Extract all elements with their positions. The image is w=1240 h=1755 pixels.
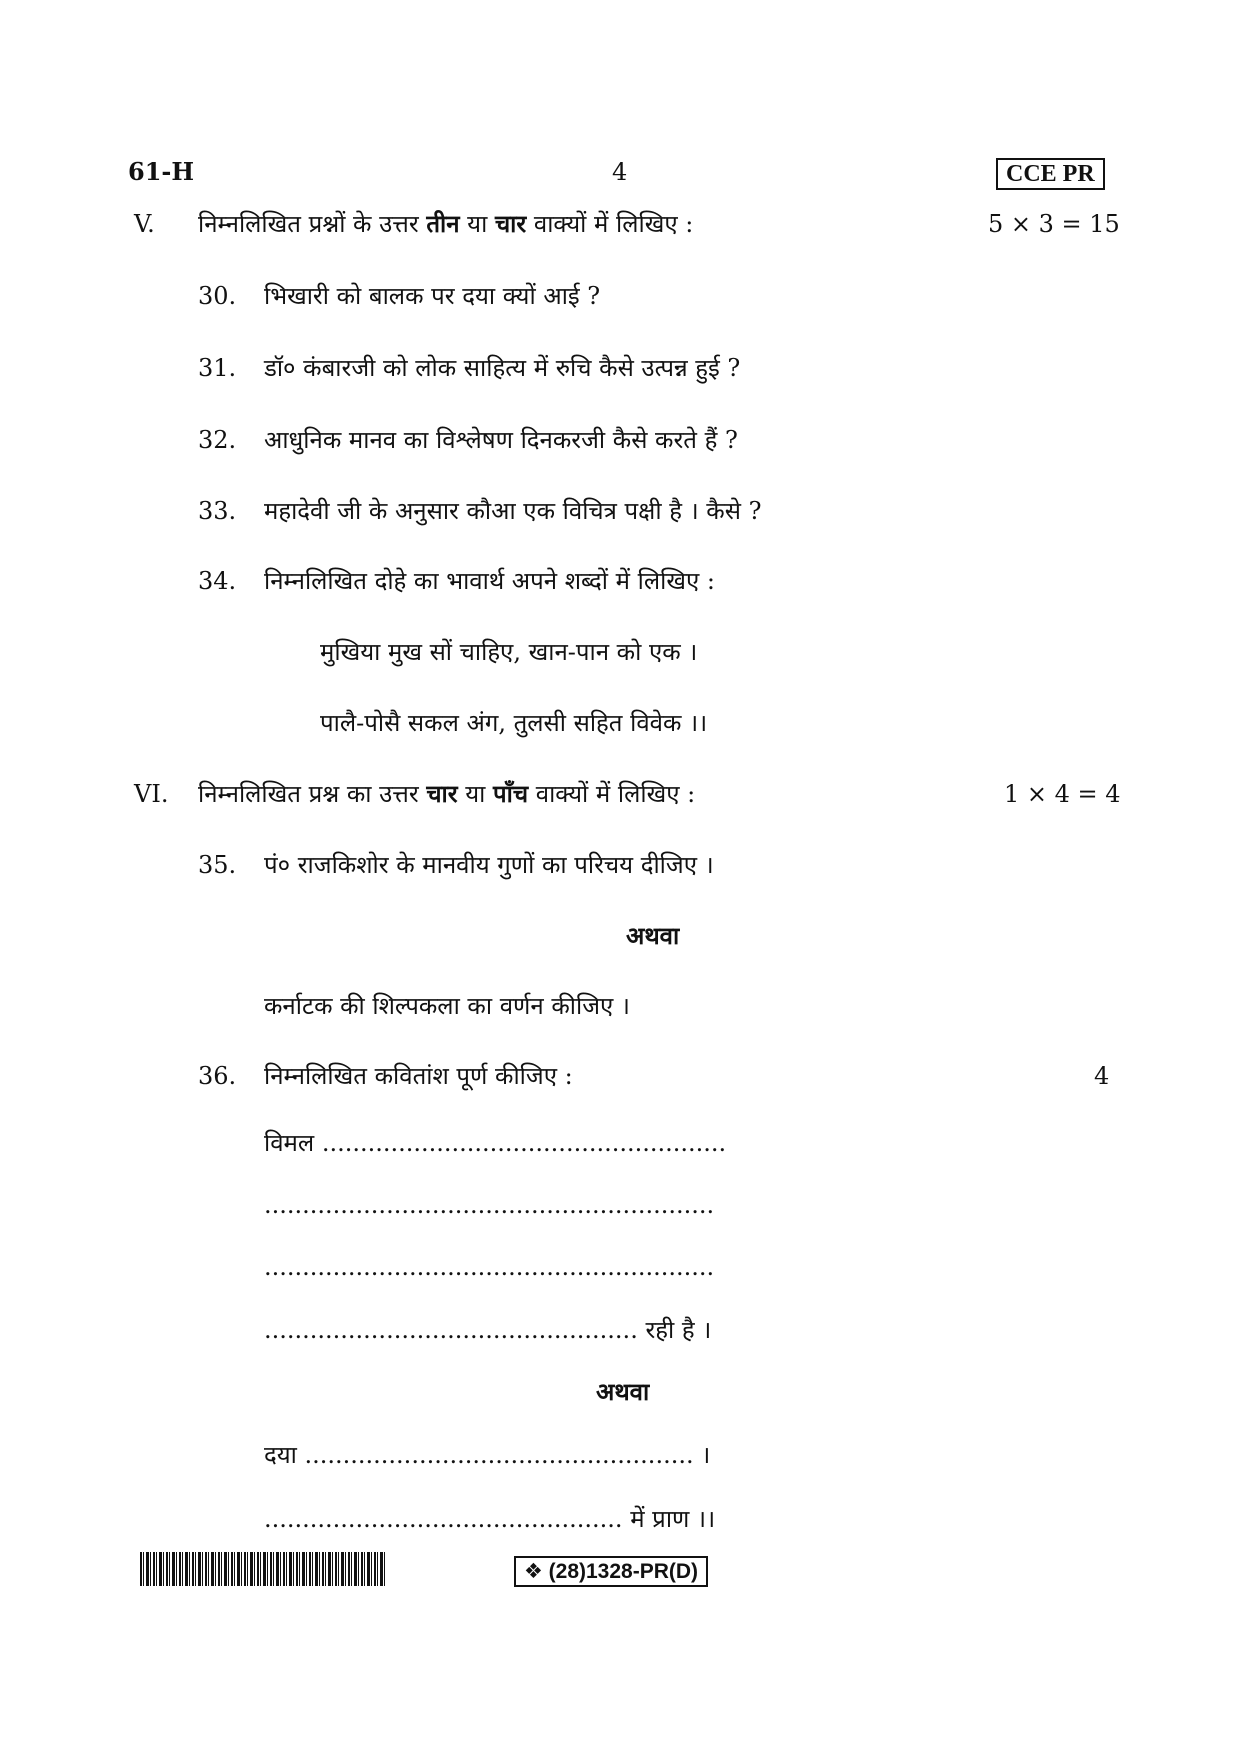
poem-line: विमल ..................................................... <box>264 1129 727 1157</box>
section-vi-numeral: VI. <box>134 780 169 808</box>
page-code: 61-H <box>128 157 195 186</box>
instr-text: या <box>457 780 493 808</box>
question-text: भिखारी को बालक पर दया क्यों आई ? <box>264 282 601 310</box>
question-number: 32. <box>198 426 237 454</box>
section-vi-marks: 1 × 4 = 4 <box>1004 780 1121 808</box>
poem-line: ............................................... में प्राण ।। <box>264 1505 716 1533</box>
poem-line: ........................................................... <box>264 1253 715 1281</box>
instr-text: या <box>459 210 495 238</box>
question-text: आधुनिक मानव का विश्लेषण दिनकरजी कैसे करते हैं ? <box>264 426 738 454</box>
instr-text: वाक्यों में लिखिए : <box>526 210 694 238</box>
question-text-alt: कर्नाटक की शिल्पकला का वर्णन कीजिए । <box>264 992 631 1020</box>
question-number: 30. <box>198 282 237 310</box>
poem-line: ................................................. रही है । <box>264 1316 712 1344</box>
instr-text: वाक्यों में लिखिए : <box>528 780 696 808</box>
instr-bold: चार <box>494 209 527 238</box>
exam-code-box: CCE PR <box>996 158 1105 190</box>
instr-text: निम्नलिखित प्रश्नों के उत्तर <box>198 210 427 238</box>
question-number: 36. <box>198 1062 237 1090</box>
barcode-image <box>140 1552 386 1586</box>
question-number: 34. <box>198 567 237 595</box>
question-marks: 4 <box>1094 1062 1110 1090</box>
question-number: 35. <box>198 851 237 879</box>
athava-label: अथवा <box>596 1377 650 1406</box>
paper-code-box: ❖ (28)1328-PR(D) <box>514 1556 708 1587</box>
doha-line-2: पालै-पोसै सकल अंग, तुलसी सहित विवेक ।। <box>320 709 708 737</box>
poem-line: ........................................................... <box>264 1191 715 1219</box>
instr-bold: तीन <box>426 209 460 238</box>
question-text: निम्नलिखित कवितांश पूर्ण कीजिए : <box>264 1062 573 1090</box>
question-text: पं० राजकिशोर के मानवीय गुणों का परिचय दीजिए । <box>264 851 714 879</box>
question-text: निम्नलिखित दोहे का भावार्थ अपने शब्दों में लिखिए : <box>264 567 715 595</box>
doha-line-1: मुखिया मुख सों चाहिए, खान-पान को एक । <box>320 638 698 666</box>
section-v-marks: 5 × 3 = 15 <box>988 210 1120 238</box>
athava-label: अथवा <box>626 921 680 950</box>
instr-bold: चार <box>426 779 458 808</box>
question-text: महादेवी जी के अनुसार कौआ एक विचित्र पक्षी है । कैसे ? <box>264 497 762 525</box>
question-number: 33. <box>198 497 237 525</box>
instr-bold: पाँच <box>493 779 529 808</box>
section-v-numeral: V. <box>134 210 155 238</box>
section-v-instruction <box>198 209 694 238</box>
poem-line: दया ................................................... । <box>264 1441 711 1469</box>
section-vi-instruction <box>198 779 696 808</box>
question-text: डॉ० कंबारजी को लोक साहित्य में रुचि कैसे उत्पन्न हुई ? <box>264 354 741 382</box>
question-number: 31. <box>198 354 237 382</box>
page-number: 4 <box>612 158 628 186</box>
instr-text: निम्नलिखित प्रश्न का उत्तर <box>198 780 427 808</box>
